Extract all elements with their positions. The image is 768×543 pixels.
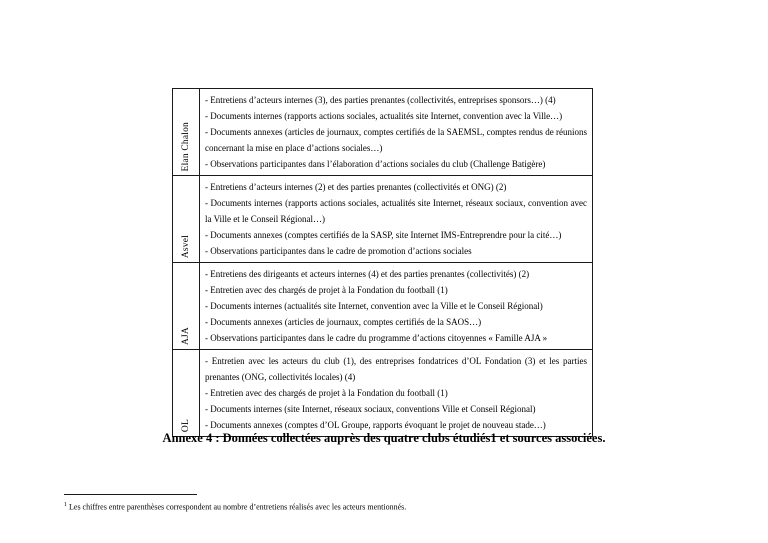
table-row xyxy=(173,89,592,176)
row-content xyxy=(200,263,592,349)
table-caption xyxy=(0,429,768,447)
row-content xyxy=(200,350,592,436)
bullet-line: - Observations participantes dans le cadre du programme d’actions citoyennes « Famille AJA » xyxy=(205,333,548,343)
table-row xyxy=(173,350,592,436)
row-label-cell xyxy=(173,350,200,436)
footnote xyxy=(64,500,724,513)
row-label: Elan Chalon xyxy=(181,121,191,171)
bullet-line: - Entretien avec les acteurs du club (1), des entreprises fondatrices d’OL Fondation (3) et les parties prenantes (ONG, collectivités locales) (4) xyxy=(205,356,587,382)
caption-footnote-ref: 1 xyxy=(490,431,497,445)
table-row xyxy=(173,263,592,350)
bullet-line: - Entretiens d’acteurs internes (3), des parties prenantes (collectivités, entreprises sponsors…) (4) xyxy=(205,95,556,105)
bullet-line: - Documents annexes (articles de journaux, comptes certifiés de la SAEMSL, comptes rendus de réunions concernant la mise en place d’actions sociales…) xyxy=(205,127,587,153)
bullet-line: - Entretiens des dirigeants et acteurs internes (4) et des parties prenantes (collectivités) (2) xyxy=(205,269,530,279)
bullet-line: - Documents annexes (comptes certifiés de la SASP, site Internet IMS-Entreprendre pour la cité…) xyxy=(205,230,562,240)
row-content xyxy=(200,89,592,175)
footnote-separator xyxy=(64,494,197,495)
row-label-cell xyxy=(173,176,200,262)
bullet-line: - Documents annexes (articles de journaux, comptes certifiés de la SAOS…) xyxy=(205,317,482,327)
annex-table xyxy=(172,88,593,437)
bullet-line: - Documents annexes (comptes d’OL Groupe, rapports évoquant le projet de nouveau stade…) xyxy=(205,420,546,430)
bullet-line: - Entretien avec des chargés de projet à la Fondation du football (1) xyxy=(205,285,448,295)
row-label: Asvel xyxy=(181,234,191,258)
footnote-marker: 1 xyxy=(64,502,67,508)
row-label-cell xyxy=(173,263,200,349)
caption-text-after: et sources associées. xyxy=(496,431,606,445)
row-label: AJA xyxy=(181,326,191,345)
footnote-body: Les chiffres entre parenthèses correspondent au nombre d’entretiens réalisés avec les acteurs mentionnés. xyxy=(69,502,407,512)
bullet-line: - Documents internes (rapports actions sociales, actualités site Internet, convention avec la Ville…) xyxy=(205,111,563,121)
bullet-line: - Observations participantes dans l’élaboration d’actions sociales du club (Challenge Batigère) xyxy=(205,159,546,169)
row-label: OL xyxy=(181,418,191,432)
row-label-cell xyxy=(173,89,200,175)
bullet-line: - Observations participantes dans le cadre de promotion d’actions sociales xyxy=(205,246,472,256)
caption-text: Annexe 4 : Données collectées auprès des quatre clubs étudiés xyxy=(162,431,491,445)
table-row xyxy=(173,176,592,263)
bullet-line: - Entretien avec des chargés de projet à la Fondation du football (1) xyxy=(205,388,448,398)
footnote-area xyxy=(64,494,724,513)
bullet-line: - Documents internes (actualités site Internet, convention avec la Ville et le Conseil Régional) xyxy=(205,301,543,311)
bullet-line: - Entretiens d’acteurs internes (2) et des parties prenantes (collectivités et ONG) (2) xyxy=(205,182,507,192)
bullet-line: - Documents internes (site Internet, réseaux sociaux, conventions Ville et Conseil Régional) xyxy=(205,404,536,414)
bullet-line: - Documents internes (rapports actions sociales, actualités site Internet, réseaux sociaux, convention avec la Ville et le Conseil Régional…) xyxy=(205,198,587,224)
row-content xyxy=(200,176,592,262)
